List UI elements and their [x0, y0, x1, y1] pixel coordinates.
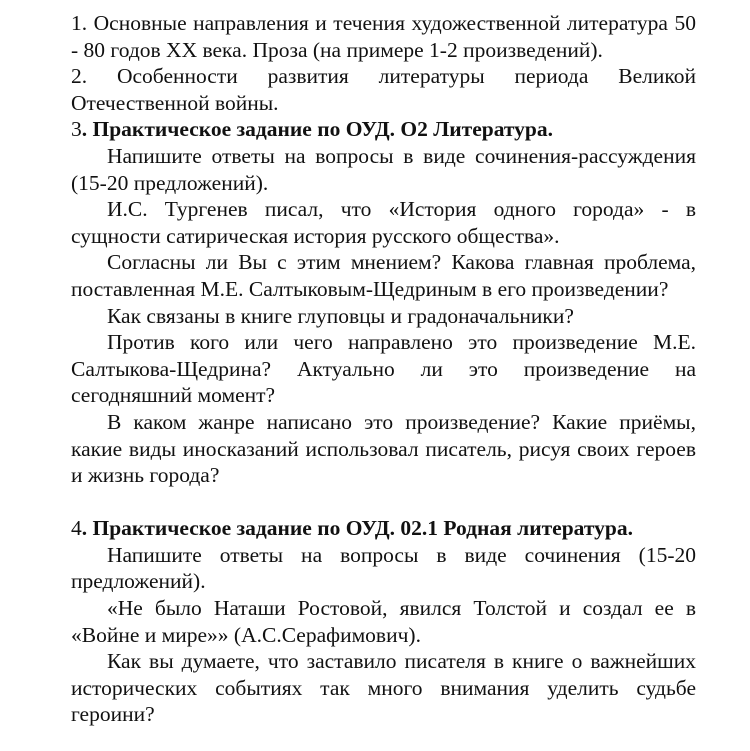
list-item-1: 1. Основные направления и течения художественной литература 50 - 80 годов XX века. Проза (на примере 1-2 произведений).	[71, 11, 696, 62]
task-4-heading	[71, 515, 696, 542]
task-4-paragraph-1: Напишите ответы на вопросы в виде сочинения (15-20 предложений).	[71, 542, 696, 594]
task-3-paragraph-2: И.С. Тургенев писал, что «История одного города» - в сущности сатирическая история русского общества».	[71, 197, 696, 248]
task-4-paragraph-2: «Не было Наташи Ростовой, явился Толстой и создал ее в «Войне и мире»» (А.С.Серафимович).	[71, 596, 696, 647]
list-item-2: 2. Особенности развития литературы периода Великой Отечественной войны.	[71, 64, 696, 115]
task-3-paragraph-4: Как связаны в книге глуповцы и градоначальники?	[107, 303, 574, 328]
section-spacer	[71, 489, 696, 516]
task-4-number: 4	[71, 516, 82, 541]
task-3-title: . Практическое задание по ОУД. О2 Литература.	[81, 117, 554, 142]
task-3-heading	[71, 116, 696, 143]
task-3-paragraph-5: Против кого или чего направлено это произведение М.Е. Салтыкова-Щедрина? Актуально ли это произведение на сегодняшний момент?	[71, 330, 696, 408]
task-3-paragraph-6: В каком жанре написано это произведение? Какие приёмы, какие виды иносказаний использовал писатель, рисуя своих героев и жизнь города?	[71, 409, 696, 488]
document-page	[71, 10, 696, 728]
task-4-paragraph-3: Как вы думаете, что заставило писателя в книге о важнейших исторических событиях так много внимания уделить судьбе героини?	[71, 649, 696, 727]
task-4-title: . Практическое задание по ОУД. 02.1 Родная литература.	[81, 516, 633, 541]
task-3-paragraph-3: Согласны ли Вы с этим мнением? Какова главная проблема, поставленная М.Е. Салтыковым-Щедриным в его произведении?	[71, 250, 696, 301]
task-3-paragraph-1: Напишите ответы на вопросы в виде сочинения-рассуждения (15-20 предложений).	[71, 143, 696, 195]
task-3-number: 3	[71, 117, 82, 142]
